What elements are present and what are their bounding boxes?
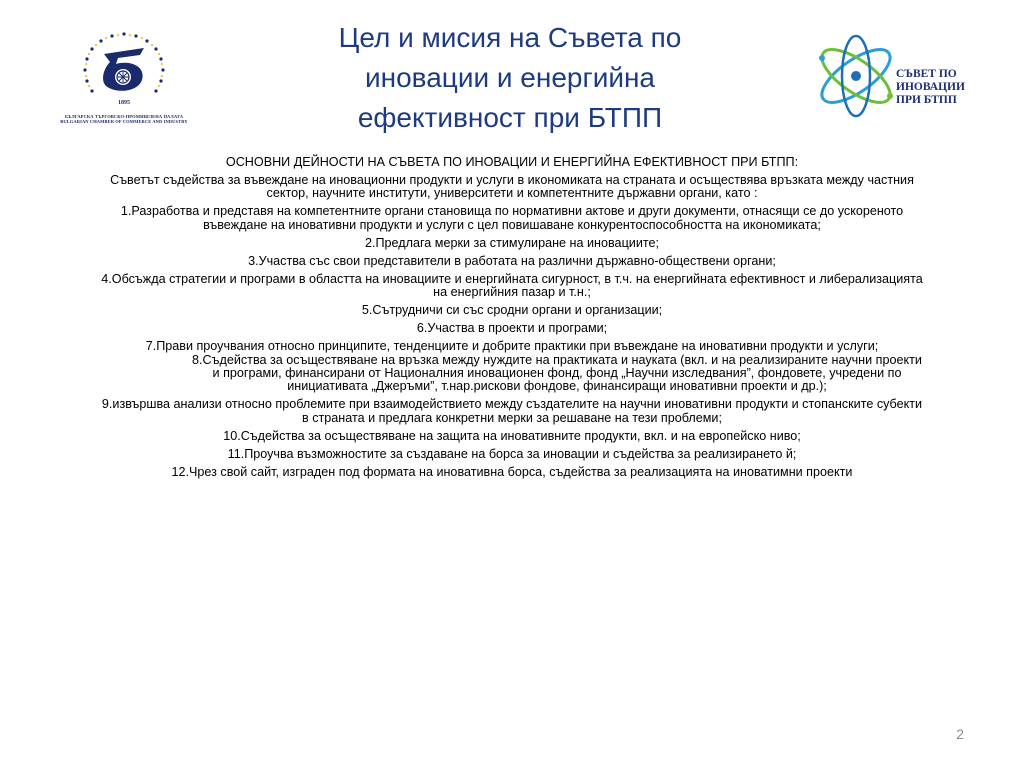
- activity-item-1: 1.Разработва и представя на компетентните органи становища по нормативни актове и други документи, отнасящи се до ускореното въвеждане на иновативни продукти и услуги с цел повишаване конкурентоспособността на икономиката;: [120, 204, 904, 232]
- title-line-3: ефективност при БТПП: [357, 102, 663, 133]
- council-logo-line-2: ИНОВАЦИИ: [896, 81, 965, 93]
- activity-item-2: 2.Предлага мерки за стимулиране на иновациите;: [365, 235, 659, 250]
- council-logo-line-3: ПРИ БТПП: [896, 94, 957, 106]
- innovation-council-logo: [812, 26, 1002, 126]
- slide-title: [290, 18, 730, 138]
- activity-item-7: 7.Прави проучвания относно принципите, тенденциите и добрите практики при въвеждане на иновативни продукти и услуги;: [145, 339, 879, 354]
- activities-intro: Съветът съдейства за въвеждане на иновационни продукти и услуги в икономиката на страната и осъществява връзката между частния сектор, научните институти, университети и компетентните държавни органи, като :: [110, 173, 914, 201]
- activity-item-12: 12.Чрез свой сайт, изграден под формата на иновативна борса, съдейства за реализацията на иноватимни проекти: [171, 464, 853, 479]
- activity-item-11: 11.Проучва възможностите за създаване на борса за иновации и съдейства за реализирането й;: [227, 446, 797, 461]
- activity-item-3: 3.Участва със свои представители в работата на различни държавно-обществени органи;: [248, 253, 776, 268]
- activities-heading: ОСНОВНИ ДЕЙНОСТИ НА СЪВЕТА ПО ИНОВАЦИИ И ЕНЕРГИЙНА ЕФЕКТИВНОСТ ПРИ БТПП:: [225, 155, 799, 169]
- logo-caption: [60, 114, 188, 124]
- council-logo-line-1: СЪВЕТ ПО: [896, 68, 957, 80]
- activity-item-8: 8.Съдейства за осъществяване на връзка между нуждите на практиката и науката (вкл. и на реализираните научни проекти и програми, финансирани от Националния иновационен фонд, фонд „Научни изследвания”, фондовете, учредени по инициативата „Джеръми”, т.нар.рискови фондове, финансиращи иновативни проекти и др.);: [192, 352, 922, 394]
- btpp-logo: [60, 28, 188, 124]
- activity-item-10: 10.Съдейства за осъществяване на защита на иновативните продукти, вкл. и на европейско ниво;: [223, 428, 801, 443]
- logo-caption-en: BULGARIAN CHAMBER OF COMMERCE AND INDUSTRY: [60, 119, 188, 124]
- title-line-2: иновации и енергийна: [364, 62, 656, 93]
- title-line-1: Цел и мисия на Съвета по: [338, 22, 682, 53]
- logo-caption-bg: БЪЛГАРСКА ТЪРГОВСКО-ПРОМИШЛЕНА ПАЛАТА: [64, 114, 184, 119]
- logo-year: 1895: [118, 100, 130, 106]
- activity-item-9: 9.извършва анализи относно проблемите при взаимодействието между създателите на научни иновативни продукти и стопанските субекти в страната и предлага конкретни мерки за решаване на тези проблеми;: [101, 397, 923, 425]
- activity-item-6: 6.Участва в проекти и програми;: [416, 321, 608, 336]
- page-number: 2: [956, 726, 964, 742]
- activity-item-5: 5.Сътрудничи си със сродни органи и организации;: [361, 303, 663, 318]
- activities-text: [100, 156, 924, 484]
- activity-item-4: 4.Обсъжда стратегии и програми в областта на иновациите и енергийната сигурност, в т.ч. на енергийната ефективност и либерализацията на енергийния пазар и т.н.;: [101, 271, 923, 300]
- council-logo-text: [896, 68, 965, 107]
